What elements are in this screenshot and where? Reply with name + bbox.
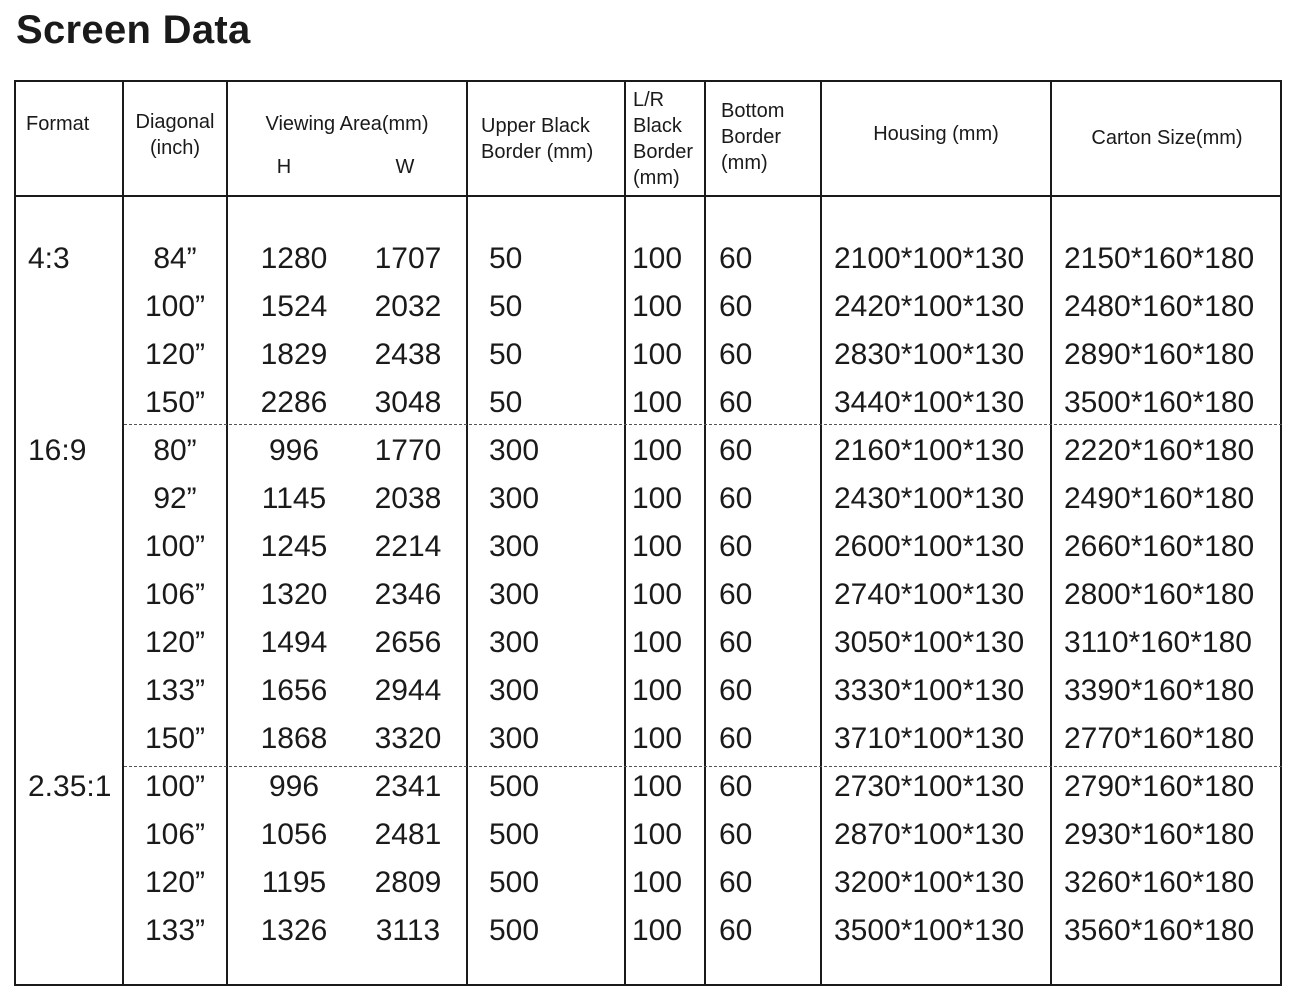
cell-housing: 2870*100*130 [834, 818, 1025, 851]
cell-housing: 2600*100*130 [834, 530, 1025, 563]
cell-viewing-w: 2032 [374, 290, 442, 323]
cell-viewing-w: 2438 [374, 338, 442, 371]
cell-viewing-h: 1494 [260, 626, 328, 659]
cell-bottom-border: 60 [719, 914, 753, 947]
cell-bottom-border: 60 [719, 866, 753, 899]
cell-diagonal: 133” [144, 674, 206, 707]
header-lr-border: L/R Black Border (mm) [633, 89, 694, 189]
cell-viewing-h: 1868 [260, 722, 328, 755]
column-divider [624, 80, 626, 986]
cell-diagonal: 80” [153, 434, 197, 467]
cell-viewing-w: 3113 [375, 914, 441, 947]
cell-carton: 2930*160*180 [1064, 818, 1255, 851]
cell-diagonal: 100” [144, 530, 206, 563]
cell-carton: 2480*160*180 [1064, 290, 1255, 323]
header-bottom-border: Bottom Border (mm) [721, 100, 785, 174]
cell-lr-border: 100 [632, 818, 683, 851]
header-viewing-h: H [276, 156, 292, 178]
cell-diagonal: 92” [153, 482, 197, 515]
page-title: Screen Data [16, 8, 251, 52]
header-carton: Carton Size(mm) [1091, 127, 1243, 149]
cell-upper-border: 500 [489, 914, 540, 947]
group-divider [124, 424, 1282, 425]
cell-lr-border: 100 [632, 290, 683, 323]
cell-housing: 2740*100*130 [834, 578, 1025, 611]
cell-carton: 2800*160*180 [1064, 578, 1255, 611]
cell-bottom-border: 60 [719, 578, 753, 611]
cell-viewing-w: 2656 [374, 626, 442, 659]
cell-viewing-w: 2944 [374, 674, 442, 707]
cell-diagonal: 100” [144, 290, 206, 323]
column-divider [704, 80, 706, 986]
cell-viewing-w: 2809 [374, 866, 442, 899]
cell-upper-border: 500 [489, 866, 540, 899]
cell-bottom-border: 60 [719, 290, 753, 323]
cell-carton: 2150*160*180 [1064, 242, 1255, 275]
format-label-2-35-1: 2.35:1 [28, 770, 112, 803]
cell-viewing-w: 2481 [374, 818, 442, 851]
cell-carton: 3390*160*180 [1064, 674, 1255, 707]
cell-viewing-h: 1145 [261, 482, 327, 515]
cell-viewing-h: 996 [268, 770, 320, 803]
cell-lr-border: 100 [632, 674, 683, 707]
cell-lr-border: 100 [632, 386, 683, 419]
cell-upper-border: 50 [489, 242, 523, 275]
header-viewing-w: W [395, 156, 415, 178]
cell-housing: 2100*100*130 [834, 242, 1025, 275]
cell-viewing-w: 2214 [374, 530, 442, 563]
column-divider [226, 80, 228, 986]
cell-viewing-h: 1656 [260, 674, 328, 707]
cell-bottom-border: 60 [719, 626, 753, 659]
cell-lr-border: 100 [632, 242, 683, 275]
format-label-16-9: 16:9 [28, 434, 87, 467]
cell-diagonal: 150” [144, 386, 206, 419]
cell-housing: 2730*100*130 [834, 770, 1025, 803]
cell-viewing-h: 1320 [260, 578, 328, 611]
cell-housing: 3440*100*130 [834, 386, 1025, 419]
cell-upper-border: 300 [489, 530, 540, 563]
cell-viewing-w: 1707 [374, 242, 442, 275]
cell-housing: 3710*100*130 [834, 722, 1025, 755]
cell-bottom-border: 60 [719, 818, 753, 851]
cell-carton: 2660*160*180 [1064, 530, 1255, 563]
cell-viewing-w: 1770 [374, 434, 442, 467]
cell-viewing-w: 2038 [374, 482, 442, 515]
cell-lr-border: 100 [632, 914, 683, 947]
cell-bottom-border: 60 [719, 338, 753, 371]
cell-diagonal: 120” [144, 338, 206, 371]
cell-upper-border: 300 [489, 674, 540, 707]
cell-diagonal: 120” [144, 626, 206, 659]
cell-diagonal: 133” [144, 914, 206, 947]
header-viewing-area: Viewing Area(mm) [265, 113, 429, 135]
cell-bottom-border: 60 [719, 482, 753, 515]
cell-bottom-border: 60 [719, 674, 753, 707]
cell-upper-border: 500 [489, 818, 540, 851]
cell-bottom-border: 60 [719, 770, 753, 803]
cell-viewing-w: 2341 [374, 770, 442, 803]
cell-upper-border: 300 [489, 578, 540, 611]
cell-housing: 2430*100*130 [834, 482, 1025, 515]
cell-diagonal: 120” [144, 866, 206, 899]
cell-carton: 2890*160*180 [1064, 338, 1255, 371]
cell-viewing-h: 1829 [260, 338, 328, 371]
cell-upper-border: 50 [489, 338, 523, 371]
cell-viewing-w: 3320 [374, 722, 442, 755]
cell-housing: 2830*100*130 [834, 338, 1025, 371]
cell-carton: 2770*160*180 [1064, 722, 1255, 755]
cell-bottom-border: 60 [719, 530, 753, 563]
cell-carton: 3260*160*180 [1064, 866, 1255, 899]
cell-viewing-h: 996 [268, 434, 320, 467]
cell-viewing-h: 1245 [260, 530, 328, 563]
cell-upper-border: 300 [489, 482, 540, 515]
column-divider [820, 80, 822, 986]
cell-carton: 2790*160*180 [1064, 770, 1255, 803]
cell-housing: 3330*100*130 [834, 674, 1025, 707]
cell-carton: 2220*160*180 [1064, 434, 1255, 467]
column-divider [1050, 80, 1052, 986]
cell-viewing-w: 3048 [374, 386, 442, 419]
format-label-4-3: 4:3 [28, 242, 70, 275]
cell-viewing-h: 1524 [260, 290, 328, 323]
cell-viewing-h: 2286 [260, 386, 328, 419]
cell-upper-border: 50 [489, 386, 523, 419]
cell-housing: 2160*100*130 [834, 434, 1025, 467]
cell-carton: 3560*160*180 [1064, 914, 1255, 947]
cell-lr-border: 100 [632, 722, 683, 755]
cell-housing: 3200*100*130 [834, 866, 1025, 899]
cell-viewing-h: 1056 [260, 818, 328, 851]
cell-upper-border: 300 [489, 434, 540, 467]
column-divider [466, 80, 468, 986]
cell-lr-border: 100 [632, 434, 683, 467]
cell-lr-border: 100 [632, 866, 683, 899]
header-diagonal: Diagonal (inch) [135, 111, 215, 159]
cell-bottom-border: 60 [719, 242, 753, 275]
cell-diagonal: 106” [144, 578, 206, 611]
cell-lr-border: 100 [632, 770, 683, 803]
cell-housing: 3500*100*130 [834, 914, 1025, 947]
cell-bottom-border: 60 [719, 722, 753, 755]
header-upper-border: Upper Black Border (mm) [481, 115, 594, 163]
header-format: Format [26, 113, 90, 135]
cell-housing: 2420*100*130 [834, 290, 1025, 323]
cell-lr-border: 100 [632, 530, 683, 563]
header-housing: Housing (mm) [873, 123, 999, 145]
cell-bottom-border: 60 [719, 386, 753, 419]
cell-diagonal: 84” [153, 242, 197, 275]
cell-lr-border: 100 [632, 482, 683, 515]
cell-lr-border: 100 [632, 626, 683, 659]
cell-bottom-border: 60 [719, 434, 753, 467]
cell-diagonal: 106” [144, 818, 206, 851]
cell-housing: 3050*100*130 [834, 626, 1025, 659]
header-divider [14, 195, 1282, 197]
cell-carton: 3500*160*180 [1064, 386, 1255, 419]
cell-carton: 2490*160*180 [1064, 482, 1255, 515]
cell-viewing-h: 1326 [260, 914, 328, 947]
cell-upper-border: 500 [489, 770, 540, 803]
cell-carton: 3110*160*180 [1064, 626, 1252, 659]
cell-upper-border: 50 [489, 290, 523, 323]
cell-lr-border: 100 [632, 578, 683, 611]
cell-upper-border: 300 [489, 626, 540, 659]
cell-viewing-h: 1195 [261, 866, 327, 899]
cell-diagonal: 150” [144, 722, 206, 755]
cell-diagonal: 100” [144, 770, 206, 803]
cell-viewing-h: 1280 [260, 242, 328, 275]
cell-lr-border: 100 [632, 338, 683, 371]
cell-upper-border: 300 [489, 722, 540, 755]
cell-viewing-w: 2346 [374, 578, 442, 611]
